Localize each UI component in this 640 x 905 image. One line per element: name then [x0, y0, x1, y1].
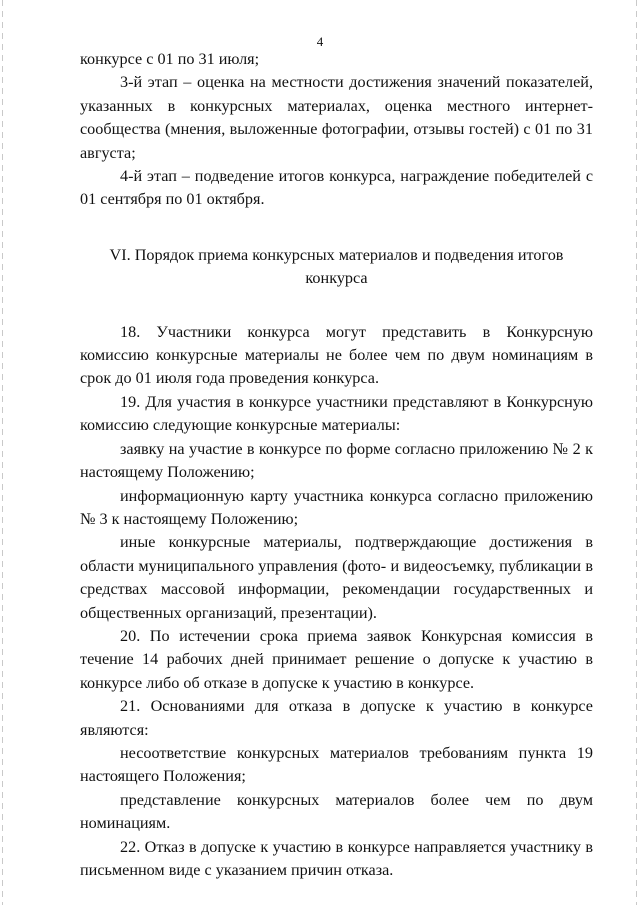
- paragraph-21-nonconformity: несоответствие конкурсных материалов требованиям пункта 19 настоящего Положения;: [80, 743, 593, 786]
- paragraph-21-excess-nominations: представление конкурсных материалов более чем по двум номинациям.: [80, 790, 593, 833]
- paragraph-stage-3: 3-й этап – оценка на местности достижения значений показателей, указанных в конкурсных материалах, оценка местного интернет-сообщества (мнения, выложенные фотографии, отзывы гостей) с 01 по 31 августа;: [80, 73, 593, 162]
- paragraph-19-info-card: информационную карту участника конкурса согласно приложению № 3 к настоящему Положению;: [80, 486, 593, 528]
- paragraph-18: 18. Участники конкурса могут представить в Конкурсную комиссию конкурсные материалы не более чем по двум номинациям в срок до 01 июля года проведения конкурса.: [80, 322, 593, 388]
- paragraph-19-application: заявку на участие в конкурсе по форме согласно приложению № 2 к настоящему Положению;: [80, 439, 593, 482]
- document-body: [80, 48, 593, 882]
- paragraph-continuation: конкурсе с 01 по 31 июля;: [80, 50, 260, 68]
- scan-edge-left: [2, 0, 3, 905]
- paragraph-19: 19. Для участия в конкурсе участники представляют в Конкурсную комиссию следующие конкурсные материалы:: [80, 392, 593, 435]
- section-heading: VI. Порядок приема конкурсных материалов и подведения итогов конкурса: [109, 245, 564, 288]
- scan-edge-right: [636, 0, 637, 905]
- paragraph-20: 20. По истечении срока приема заявок Конкурсная комиссия в течение 14 рабочих дней принимает решение о допуске к участию в конкурсе либо об отказе в допуске к участию в конкурсе.: [80, 626, 593, 692]
- paragraph-stage-4: 4-й этап – подведение итогов конкурса, награждение победителей с 01 сентября по 01 октября.: [80, 167, 593, 209]
- paragraph-19-other-materials: иные конкурсные материалы, подтверждающие достижения в области муниципального управления (фото- и видеосъемку, публикации в средствах массовой информации, рекомендации государственных и общественных организаций, презентации).: [80, 533, 593, 622]
- paragraph-21: 21. Основаниями для отказа в допуске к участию в конкурсе являются:: [80, 697, 593, 739]
- paragraph-22: 22. Отказ в допуске к участию в конкурсе направляется участнику в письменном виде с указанием причин отказа.: [80, 837, 593, 879]
- page-number: 4: [316, 34, 324, 49]
